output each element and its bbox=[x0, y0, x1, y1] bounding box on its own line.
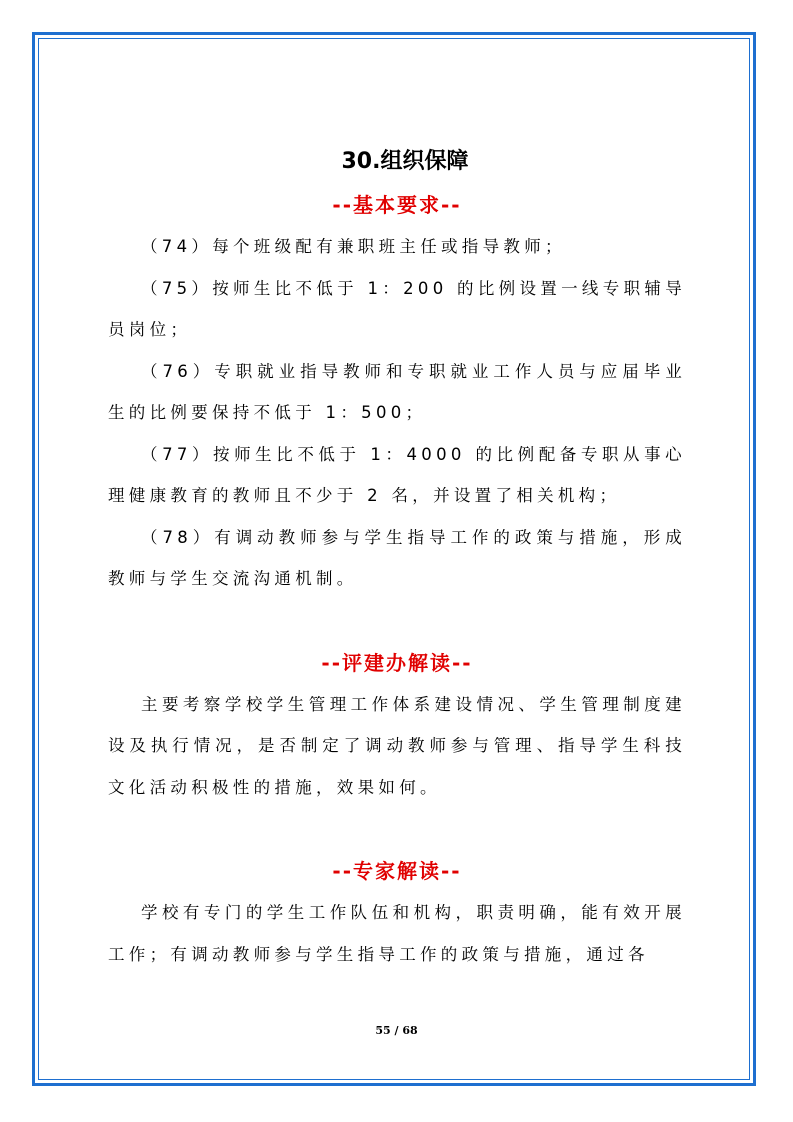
paragraph-office-interpretation: 主要考察学校学生管理工作体系建设情况、学生管理制度建设及执行情况，是否制定了调动教师参与管理、指导学生科技文化活动积极性的措施，效果如何。 bbox=[108, 694, 686, 797]
document-body bbox=[108, 140, 686, 975]
page-number: 55 / 68 bbox=[375, 1024, 418, 1037]
page-title: 30.组织保障 bbox=[341, 149, 469, 174]
section-heading-expert-interpretation: --专家解读-- bbox=[332, 859, 462, 883]
paragraph-item-74: （74）每个班级配有兼职班主任或指导教师； bbox=[141, 237, 566, 256]
section-heading-basic-requirements: --基本要求-- bbox=[332, 193, 462, 217]
section-heading-office-interpretation: --评建办解读-- bbox=[321, 650, 473, 675]
paragraph-item-77: （77）按师生比不低于 1：4000 的比例配备专职从事心理健康教育的教师且不少于 2 名，并设置了相关机构； bbox=[108, 444, 686, 505]
paragraph-item-75: （75）按师生比不低于 1：200 的比例设置一线专职辅导员岗位； bbox=[108, 278, 686, 339]
paragraph-item-78: （78）有调动教师参与学生指导工作的政策与措施，形成教师与学生交流沟通机制。 bbox=[108, 527, 686, 588]
section-spacer bbox=[108, 600, 686, 642]
section-spacer bbox=[108, 808, 686, 850]
paragraph-item-76: （76）专职就业指导教师和专职就业工作人员与应届毕业生的比例要保持不低于 1：500； bbox=[108, 361, 686, 422]
paragraph-expert-interpretation: 学校有专门的学生工作队伍和机构，职责明确，能有效开展工作；有调动教师参与学生指导工作的政策与措施，通过各 bbox=[108, 903, 686, 964]
